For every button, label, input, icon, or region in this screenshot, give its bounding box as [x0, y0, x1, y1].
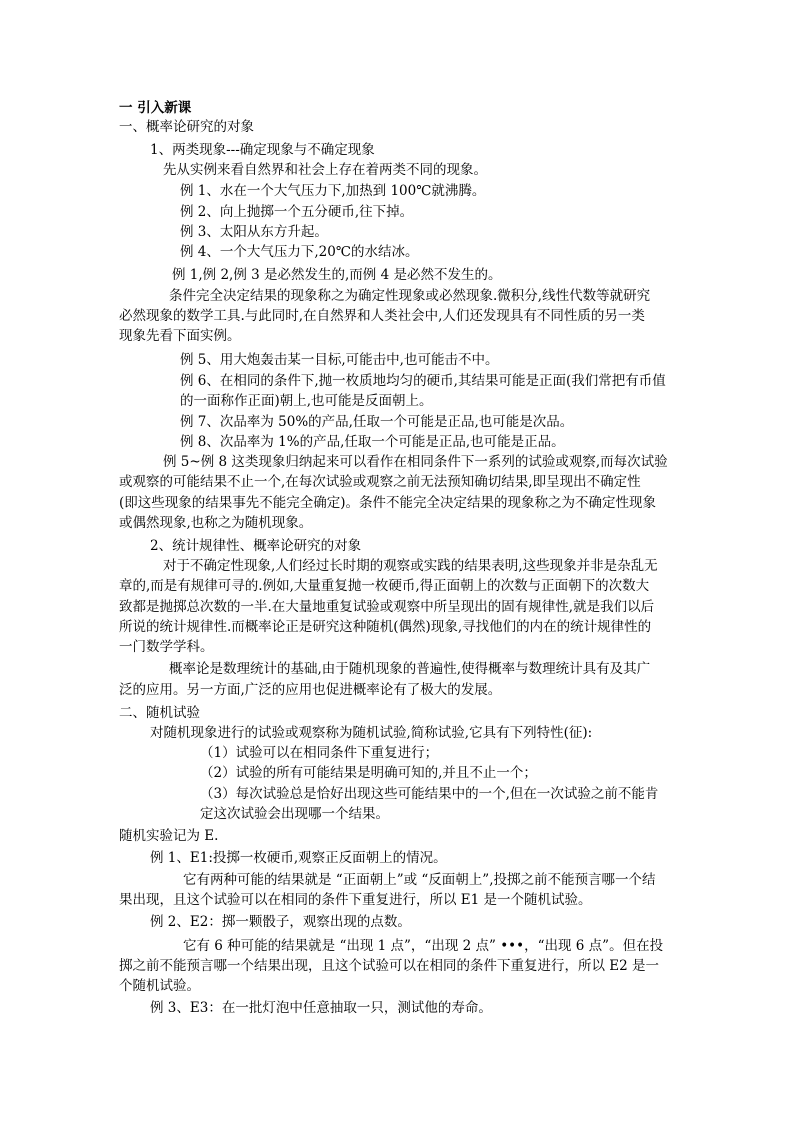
text-line: 它有 6 种可能的结果就是 “出现 1 点”，“出现 2 点” •••，“出现 6 点”。但在投: [183, 938, 664, 954]
text-line: 或偶然现象,也称之为随机现象。: [119, 515, 313, 531]
text-line: 例 4、一个大气压力下,20℃的水结冰。: [180, 244, 419, 260]
text-line: 例 1、水在一个大气压力下,加热到 100℃就沸腾。: [180, 183, 486, 199]
text-line: （2）试验的所有可能结果是明确可知的,并且不止一个；: [200, 765, 537, 781]
text-line: 例 5~例 8 这类现象归纳起来可以看作在相同条件下一系列的试验或观察,而每次试验: [163, 454, 668, 470]
text-line: 例 3、E3：在一批灯泡中任意抽取一只，测试他的寿命。: [150, 1000, 492, 1016]
text-line: （1）试验可以在相同条件下重复进行；: [200, 745, 439, 761]
section-heading: 一 引入新课: [119, 100, 192, 116]
text-line: 所说的统计规律性.而概率论正是研究这种随机(偶然)现象,寻找他们的内在的统计规律性的: [119, 619, 652, 635]
text-line: 1、两类现象---确定现象与不确定现象: [150, 142, 375, 158]
text-line: 一、概率论研究的对象: [119, 119, 254, 135]
text-line: 例 7、次品率为 50%的产品,任取一个可能是正品,也可能是次品。: [180, 414, 574, 430]
text-line: 例 5、用大炮轰击某一目标,可能击中,也可能击不中。: [180, 352, 499, 368]
text-line: 例 6、在相同的条件下,抛一枚质地均匀的硬币,其结果可能是正面(我们常把有币值: [180, 373, 666, 389]
text-line: 例 2、E2：掷一颗骰子，观察出现的点数。: [150, 914, 411, 930]
text-line: 的一面称作正面)朝上,也可能是反面朝上。: [180, 393, 433, 409]
text-line: 对于不确定性现象,人们经过长时期的观察或实践的结果表明,这些现象并非是杂乱无: [163, 558, 658, 574]
text-line: 条件完全决定结果的现象称之为确定性现象或必然现象.微积分,线性代数等就研究: [169, 288, 651, 304]
text-line: 例 1,例 2,例 3 是必然发生的,而例 4 是必然不发生的。: [172, 267, 502, 283]
text-line: 对随机现象进行的试验或观察称为随机试验,简称试验,它具有下列特性(征):: [150, 725, 593, 741]
text-line: 泛的应用。另一方面,广泛的应用也促进概率论有了极大的发展。: [119, 682, 502, 698]
text-line: 先从实例来看自然界和社会上存在着两类不同的现象。: [163, 162, 487, 178]
text-line: 二、随机试验: [119, 705, 200, 721]
text-line: 2、统计规律性、概率论研究的对象: [150, 538, 362, 554]
text-line: 果出现，且这个试验可以在相同的条件下重复进行，所以 E1 是一个随机试验。: [119, 892, 592, 908]
text-line: 一门数学学科。: [119, 639, 214, 655]
text-line: 现象先看下面实例。: [119, 328, 241, 344]
text-line: 掷之前不能预言哪一个结果出现，且这个试验可以在相同的条件下重复进行，所以 E2 是一: [119, 958, 660, 974]
text-line: 例 1、E1:投掷一枚硬币,观察正反面朝上的情况。: [150, 850, 447, 866]
text-line: 它有两种可能的结果就是 “正面朝上”或 “反面朝上”,投掷之前不能预言哪一个结: [183, 872, 656, 888]
text-line: 随机实验记为 E.: [119, 828, 219, 844]
text-line: 例 8、次品率为 1%的产品,任取一个可能是正品,也可能是正品。: [180, 434, 565, 450]
text-line: 定这次试验会出现哪一个结果。: [200, 806, 389, 822]
text-line: 概率论是数理统计的基础,由于随机现象的普遍性,使得概率与数理统计具有及其广: [169, 661, 651, 677]
text-line: （3）每次试验总是恰好出现这些可能结果中的一个,但在一次试验之前不能肯: [200, 786, 659, 802]
text-line: 章的,而是有规律可寻的.例如,大量重复抛一枚硬币,得正面朝上的次数与正面朝下的次数大: [119, 578, 650, 594]
text-line: 必然现象的数学工具.与此同时,在自然界和人类社会中,人们还发现具有不同性质的另一类: [119, 308, 645, 324]
text-line: 个随机试验。: [119, 978, 200, 994]
text-line: 或观察的可能结果不止一个,在每次试验或观察之前无法预知确切结果,即呈现出不确定性: [119, 474, 641, 490]
text-line: 例 2、向上抛掷一个五分硬币,往下掉。: [180, 204, 414, 220]
text-line: (即这些现象的结果事先不能完全确定)。条件不能完全决定结果的现象称之为不确定性现象: [119, 495, 657, 511]
text-line: 例 3、太阳从东方升起。: [180, 224, 328, 240]
text-line: 致都是抛掷总次数的一半.在大量地重复试验或观察中所呈现出的固有规律性,就是我们以后: [119, 599, 655, 615]
